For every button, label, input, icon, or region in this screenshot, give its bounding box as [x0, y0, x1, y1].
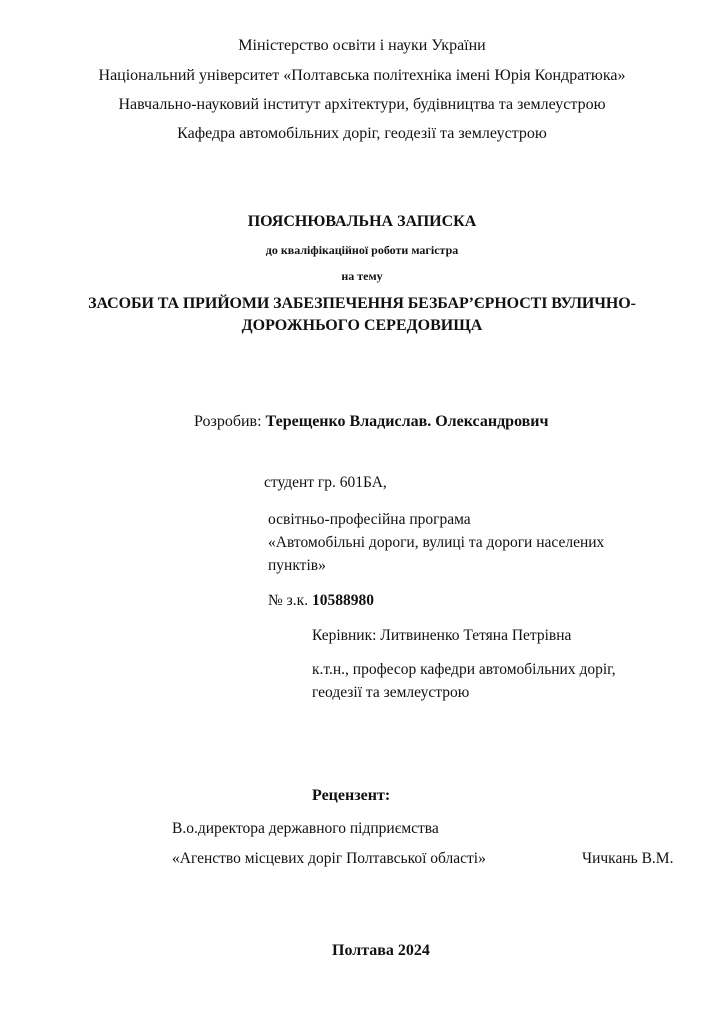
- record-number: 10588980: [311, 592, 374, 609]
- reviewer-position: В.о.директора державного підприємства: [172, 820, 439, 837]
- record-label: № з.к.: [268, 592, 309, 609]
- supervisor-line: Керівник: Литвиненко Тетяна Петрівна: [312, 627, 572, 644]
- institute-line: Навчально-науковий інститут архітектури, будівництва та землеустрою: [118, 96, 606, 113]
- reviewer-label: Рецензент:: [312, 787, 391, 804]
- on-topic-label: на тему: [341, 269, 383, 283]
- author-label: Розробив:: [194, 413, 262, 430]
- topic-line-1: ЗАСОБИ ТА ПРИЙОМИ ЗАБЕЗПЕЧЕННЯ БЕЗБАР’ЄРНОСТІ ВУЛИЧНО-: [88, 295, 636, 312]
- ministry-line: Міністерство освіти і науки України: [238, 37, 486, 54]
- program-line-2: «Автомобільні дороги, вулиці та дороги населених: [268, 534, 605, 551]
- city-year: Полтава 2024: [332, 942, 430, 959]
- program-line-1: освітньо-професійна програма: [268, 511, 471, 528]
- reviewer-organization: «Агенство місцевих доріг Полтавської області»: [172, 850, 486, 867]
- program-line-3: пунктів»: [268, 557, 326, 574]
- university-line: Національний університет «Полтавська політехніка імені Юрія Кондратюка»: [98, 67, 626, 84]
- department-line: Кафедра автомобільних доріг, геодезії та землеустрою: [177, 125, 547, 142]
- topic-line-2: ДОРОЖНЬОГО СЕРЕДОВИЩА: [241, 317, 483, 334]
- reviewer-name: Чичкань В.М.: [582, 850, 674, 867]
- supervisor-position-2: геодезії та землеустрою: [312, 684, 470, 701]
- author-group: студент гр. 601БА,: [264, 474, 387, 491]
- author-line: [194, 412, 549, 432]
- document-subtitle: до кваліфікаційної роботи магістра: [265, 243, 459, 257]
- record-book: [268, 591, 374, 611]
- supervisor-position-1: к.т.н., професор кафедри автомобільних доріг,: [312, 661, 616, 678]
- document-type: ПОЯСНЮВАЛЬНА ЗАПИСКА: [247, 213, 477, 230]
- author-name: Терещенко Владислав. Олександрович: [265, 413, 549, 430]
